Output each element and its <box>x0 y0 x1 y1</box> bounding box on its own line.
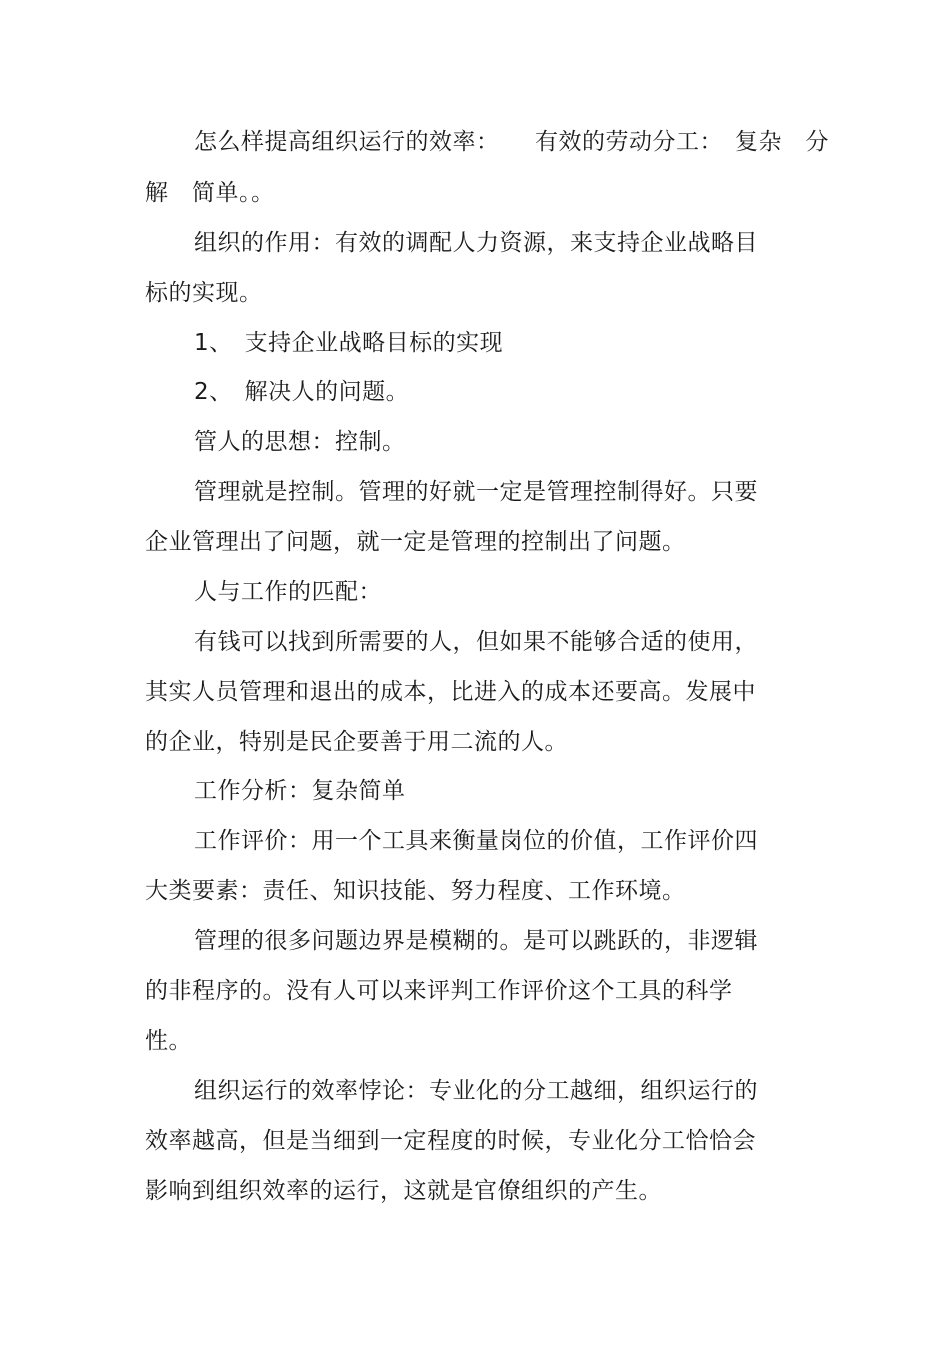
text-line: 标的实现。 <box>145 280 263 306</box>
text-line: 组织的作用：有效的调配人力资源，来支持企业战略目 <box>194 230 758 256</box>
text-line: 管人的思想：控制。 <box>194 429 406 455</box>
text-line: 的非程序的。没有人可以来评判工作评价这个工具的科学 <box>145 978 733 1004</box>
text-line: 有钱可以找到所需要的人，但如果不能够合适的使用， <box>194 629 758 655</box>
text-line: 管理的很多问题边界是模糊的。是可以跳跃的，非逻辑 <box>194 928 758 954</box>
text-line: 性。 <box>145 1028 192 1054</box>
text-line: 怎么样提高组织运行的效率： 有效的劳动分工： 复杂 分 <box>194 129 829 155</box>
text-line: 的企业，特别是民企要善于用二流的人。 <box>145 729 568 755</box>
list-item: 2、 解决人的问题。 <box>194 379 410 405</box>
text-line: 管理就是控制。管理的好就一定是管理控制得好。只要 <box>194 479 758 505</box>
text-line: 工作评价：用一个工具来衡量岗位的价值，工作评价四 <box>194 828 758 854</box>
text-line: 企业管理出了问题，就一定是管理的控制出了问题。 <box>145 529 686 555</box>
text-line: 大类要素：责任、知识技能、努力程度、工作环境。 <box>145 878 686 904</box>
text-line: 解 简单。。 <box>145 180 275 206</box>
text-line: 影响到组织效率的运行，这就是官僚组织的产生。 <box>145 1178 662 1204</box>
text-line: 其实人员管理和退出的成本，比进入的成本还要高。发展中 <box>145 679 756 705</box>
list-item: 1、 支持企业战略目标的实现 <box>194 330 504 356</box>
text-line: 效率越高，但是当细到一定程度的时候，专业化分工恰恰会 <box>145 1128 756 1154</box>
text-line: 组织运行的效率悖论：专业化的分工越细，组织运行的 <box>194 1078 758 1104</box>
text-line: 人与工作的匹配： <box>194 579 382 605</box>
text-line: 工作分析：复杂简单 <box>194 778 406 804</box>
